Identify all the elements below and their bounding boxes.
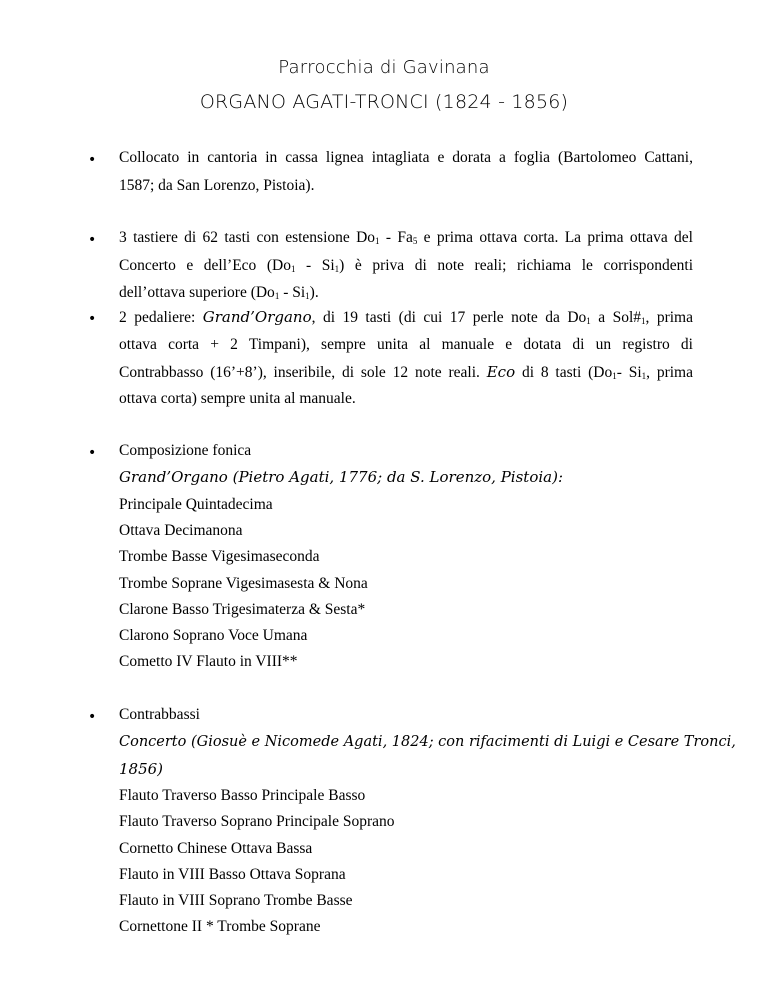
bullet: •	[88, 445, 97, 461]
stop-row: Flauto in VIII Basso Ottava Soprana	[119, 866, 346, 883]
stop-row: Principale Quintadecima	[119, 496, 273, 513]
stop-row: Cornetto Chinese Ottava Bassa	[119, 840, 313, 857]
stop-row: Flauto in VIII Soprano Trombe Basse	[119, 892, 353, 909]
stop-row: Cometto IV Flauto in VIII**	[119, 653, 298, 670]
p3-line-3: Contrabbasso (16’+8’), inseribile, di sole 12 note reali. Eco di 8 tasti ($Do_1-$ $Si_1$, prima	[119, 363, 693, 381]
bullet: •	[88, 152, 97, 168]
bullet: •	[88, 311, 97, 327]
contrabbassi-heading: Contrabbassi	[119, 706, 200, 723]
grand-organo-subtitle: Grand’Organo (Pietro Agati, 1776; da S. Lorenzo, Pistoia):	[119, 468, 564, 486]
bullet: •	[88, 709, 97, 725]
p3-line-4: ottava corta) sempre unita al manuale.	[119, 390, 356, 407]
p2-line-2: Concerto e dell’Eco $(Do_1 - Si_1)$ è priva di note reali; richiama le corrispondenti	[119, 257, 693, 274]
p1-line-2: 1587; da San Lorenzo, Pistoia).	[119, 177, 315, 194]
stop-row: Clarono Soprano Voce Umana	[119, 627, 308, 644]
p1-line-1: Collocato in cantoria in cassa lignea intagliata e dorata a foglia (Bartolomeo Cattani,	[119, 149, 693, 166]
concerto-subtitle-2: 1856)	[119, 760, 164, 778]
p3-line-1: 2 pedaliere: Grand’Organo, di 19 tasti (di cui 17 perle note da $Do_1$ a $Sol\#_1$, prima	[119, 308, 693, 326]
p2-line-3: dell’ottava superiore $(Do_1 - Si_1)$.	[119, 284, 319, 301]
stop-row: Trombe Soprane Vigesimasesta & Nona	[119, 575, 368, 592]
stop-row: Flauto Traverso Basso Principale Basso	[119, 787, 366, 804]
p2-line-1: 3 tastiere di 62 tasti con estensione $Do_1 - Fa_5$ e prima ottava corta. La prima ottava del	[119, 229, 693, 246]
p3-line-2: ottava corta + 2 Timpani), sempre unita al manuale e dotata di un registro di	[119, 336, 693, 353]
bullet: •	[88, 232, 97, 248]
concerto-subtitle-1: Concerto (Giosuè e Nicomede Agati, 1824; con rifacimenti di Luigi e Cesare Tronci,	[119, 734, 736, 750]
stop-row: Flauto Traverso Soprano Principale Soprano	[119, 813, 395, 830]
organ-title: ORGANO AGATI-TRONCI (1824 - 1856)	[199, 91, 569, 113]
stop-row: Clarone Basso Trigesimaterza & Sesta*	[119, 601, 366, 618]
stop-row: Trombe Basse Vigesimaseconda	[119, 548, 320, 565]
parish-title: Parrocchia di Gavinana	[278, 57, 490, 78]
stop-row: Cornettone II * Trombe Soprane	[119, 918, 321, 935]
composition-heading: Composizione fonica	[119, 442, 252, 459]
stop-row: Ottava Decimanona	[119, 522, 243, 539]
